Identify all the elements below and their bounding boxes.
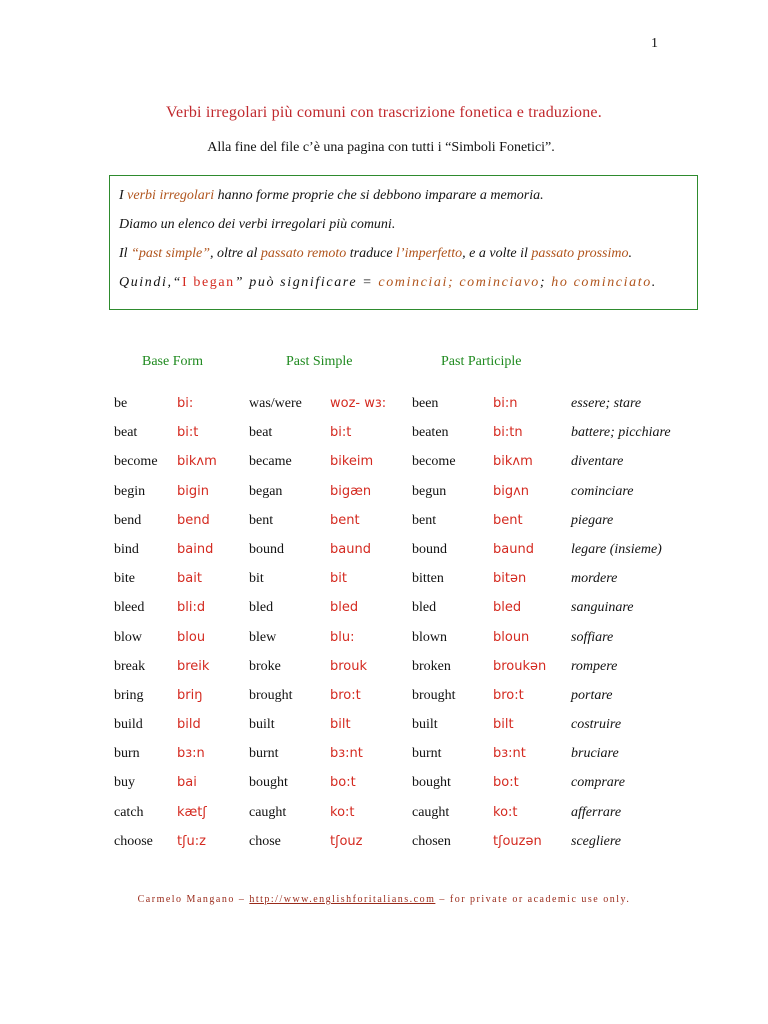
page-title: Verbi irregolari più comuni con trascrizione fonetica e traduzione. xyxy=(166,104,602,121)
participle-phonetic: ko:t xyxy=(493,804,518,820)
participle-phonetic: bent xyxy=(493,512,523,528)
base-phonetic: tʃu:z xyxy=(177,833,206,849)
participle-phonetic: bɜ:nt xyxy=(493,746,526,762)
past-participle: bound xyxy=(412,541,447,557)
past-participle: bought xyxy=(412,775,451,791)
participle-phonetic: bloun xyxy=(493,629,530,645)
intro-box xyxy=(109,175,698,310)
base-phonetic: bait xyxy=(177,571,202,587)
participle-phonetic: bled xyxy=(493,600,522,616)
table-row xyxy=(0,425,768,454)
base-form: break xyxy=(114,658,146,674)
base-phonetic: bigin xyxy=(177,483,209,499)
italian-translation: legare (insieme) xyxy=(571,541,662,557)
past-participle: blown xyxy=(412,629,447,645)
base-form: bite xyxy=(114,571,135,587)
past-phonetic: bent xyxy=(330,512,360,528)
table-row xyxy=(0,396,768,425)
base-phonetic: bikʌm xyxy=(177,454,217,470)
base-form: choose xyxy=(114,833,153,849)
base-phonetic: baind xyxy=(177,541,214,557)
italian-translation: cominciare xyxy=(571,483,634,499)
intro-line-3: Il “past simple”, oltre al passato remoto traduce l’imperfetto, e a volte il passato prossimo. xyxy=(119,246,632,261)
base-form: burn xyxy=(114,746,140,762)
past-simple: burnt xyxy=(249,746,279,762)
past-simple: chose xyxy=(249,833,281,849)
past-phonetic: bɜ:nt xyxy=(330,746,363,762)
italian-translation: battere; picchiare xyxy=(571,425,671,441)
table-row xyxy=(0,659,768,688)
italian-translation: diventare xyxy=(571,454,624,470)
past-phonetic: tʃouz xyxy=(330,833,363,849)
past-phonetic: baund xyxy=(330,541,371,557)
base-form: catch xyxy=(114,804,144,820)
participle-phonetic: baund xyxy=(493,541,534,557)
participle-phonetic: bigʌn xyxy=(493,483,530,499)
base-phonetic: bai xyxy=(177,775,197,791)
past-phonetic: bilt xyxy=(330,717,351,733)
past-phonetic: bro:t xyxy=(330,687,361,703)
base-form: bend xyxy=(114,512,142,528)
past-simple: bent xyxy=(249,512,274,528)
past-simple: bit xyxy=(249,571,264,587)
past-phonetic: blu: xyxy=(330,629,355,645)
base-phonetic: bend xyxy=(177,512,210,528)
base-form: beat xyxy=(114,425,138,441)
italian-translation: comprare xyxy=(571,775,625,791)
table-row xyxy=(0,775,768,804)
table-row xyxy=(0,454,768,483)
past-phonetic: bled xyxy=(330,600,359,616)
past-simple: caught xyxy=(249,804,287,820)
past-participle: chosen xyxy=(412,833,451,849)
participle-phonetic: bro:t xyxy=(493,687,524,703)
past-participle: become xyxy=(412,454,456,470)
base-phonetic: breik xyxy=(177,658,210,674)
base-phonetic: kætʃ xyxy=(177,804,207,820)
participle-phonetic: bikʌm xyxy=(493,454,533,470)
italian-translation: mordere xyxy=(571,571,618,587)
base-form: bring xyxy=(114,687,144,703)
participle-phonetic: bi:n xyxy=(493,396,518,411)
base-phonetic: briŋ xyxy=(177,687,203,703)
italian-translation: piegare xyxy=(571,512,614,528)
base-form: be xyxy=(114,396,128,411)
base-phonetic: bli:d xyxy=(177,600,206,616)
subtitle-text: Alla fine del file c’è una pagina con tutti i “Simboli Fonetici”. xyxy=(207,140,555,155)
table-row xyxy=(0,571,768,600)
table-row xyxy=(0,746,768,775)
participle-phonetic: bo:t xyxy=(493,775,519,791)
past-simple: bought xyxy=(249,775,288,791)
italian-translation: costruire xyxy=(571,717,622,733)
intro-line-2: Diamo un elenco dei verbi irregolari più comuni. xyxy=(119,217,396,232)
past-participle: caught xyxy=(412,804,450,820)
base-form: buy xyxy=(114,775,135,791)
table-row xyxy=(0,805,768,834)
base-phonetic: bɜ:n xyxy=(177,746,205,762)
base-form: build xyxy=(114,717,143,733)
past-phonetic: woz- wɜ: xyxy=(330,396,387,411)
past-simple: beat xyxy=(249,425,273,441)
base-form: become xyxy=(114,454,158,470)
table-row xyxy=(0,513,768,542)
past-simple: was/were xyxy=(249,396,302,411)
past-phonetic: bi:t xyxy=(330,425,352,441)
italian-translation: bruciare xyxy=(571,746,619,762)
header-base-form: Base Form xyxy=(142,354,204,369)
italian-translation: rompere xyxy=(571,658,618,674)
past-simple: began xyxy=(249,483,283,499)
page-number: 1 xyxy=(651,36,658,51)
base-form: blow xyxy=(114,629,142,645)
past-participle: been xyxy=(412,396,439,411)
base-phonetic: bild xyxy=(177,717,201,733)
table-row xyxy=(0,688,768,717)
past-simple: became xyxy=(249,454,292,470)
past-participle: bitten xyxy=(412,571,444,587)
table-row xyxy=(0,484,768,513)
italian-translation: portare xyxy=(571,687,613,703)
base-phonetic: blou xyxy=(177,629,206,645)
base-phonetic: bi: xyxy=(177,396,194,411)
past-simple: built xyxy=(249,717,275,733)
participle-phonetic: bilt xyxy=(493,717,514,733)
header-past-participle: Past Participle xyxy=(441,354,522,369)
website-link[interactable]: http://www.englishforitalians.com xyxy=(249,894,436,905)
italian-translation: afferrare xyxy=(571,804,622,820)
past-phonetic: brouk xyxy=(330,658,368,674)
past-phonetic: bigæn xyxy=(330,483,372,499)
past-participle: brought xyxy=(412,687,456,703)
past-simple: bled xyxy=(249,600,274,616)
table-row xyxy=(0,600,768,629)
table-row xyxy=(0,834,768,863)
past-simple: blew xyxy=(249,629,277,645)
past-participle: begun xyxy=(412,483,447,499)
participle-phonetic: broukən xyxy=(493,658,547,674)
past-participle: bent xyxy=(412,512,437,528)
past-participle: built xyxy=(412,717,438,733)
past-participle: burnt xyxy=(412,746,442,762)
intro-line-1: I verbi irregolari hanno forme proprie che si debbono imparare a memoria. xyxy=(119,188,544,203)
italian-translation: essere; stare xyxy=(571,396,642,411)
past-phonetic: bikeim xyxy=(330,454,374,470)
past-simple: brought xyxy=(249,687,293,703)
footer: Carmelo Mangano – http://www.englishforitalians.com – for private or academic use only. xyxy=(137,894,631,905)
past-phonetic: ko:t xyxy=(330,804,355,820)
table-row xyxy=(0,717,768,746)
past-participle: bled xyxy=(412,600,437,616)
italian-translation: scegliere xyxy=(571,833,622,849)
participle-phonetic: tʃouzən xyxy=(493,833,542,849)
base-phonetic: bi:t xyxy=(177,425,199,441)
subtitle xyxy=(0,140,768,156)
base-form: bind xyxy=(114,541,139,557)
past-phonetic: bit xyxy=(330,571,347,587)
past-simple: bound xyxy=(249,541,284,557)
italian-translation: sanguinare xyxy=(571,600,634,616)
table-row xyxy=(0,630,768,659)
past-phonetic: bo:t xyxy=(330,775,356,791)
header-past-simple: Past Simple xyxy=(286,354,353,369)
intro-line-4: Quindi,“I began” può significare = cominciai; cominciavo; ho cominciato. xyxy=(119,275,657,290)
past-participle: beaten xyxy=(412,425,449,441)
past-simple: broke xyxy=(249,658,281,674)
italian-translation: soffiare xyxy=(571,629,614,645)
participle-phonetic: bitən xyxy=(493,571,527,587)
verb-table xyxy=(0,396,768,863)
table-row xyxy=(0,542,768,571)
past-participle: broken xyxy=(412,658,451,674)
participle-phonetic: bi:tn xyxy=(493,425,523,441)
base-form: begin xyxy=(114,483,146,499)
base-form: bleed xyxy=(114,600,145,616)
